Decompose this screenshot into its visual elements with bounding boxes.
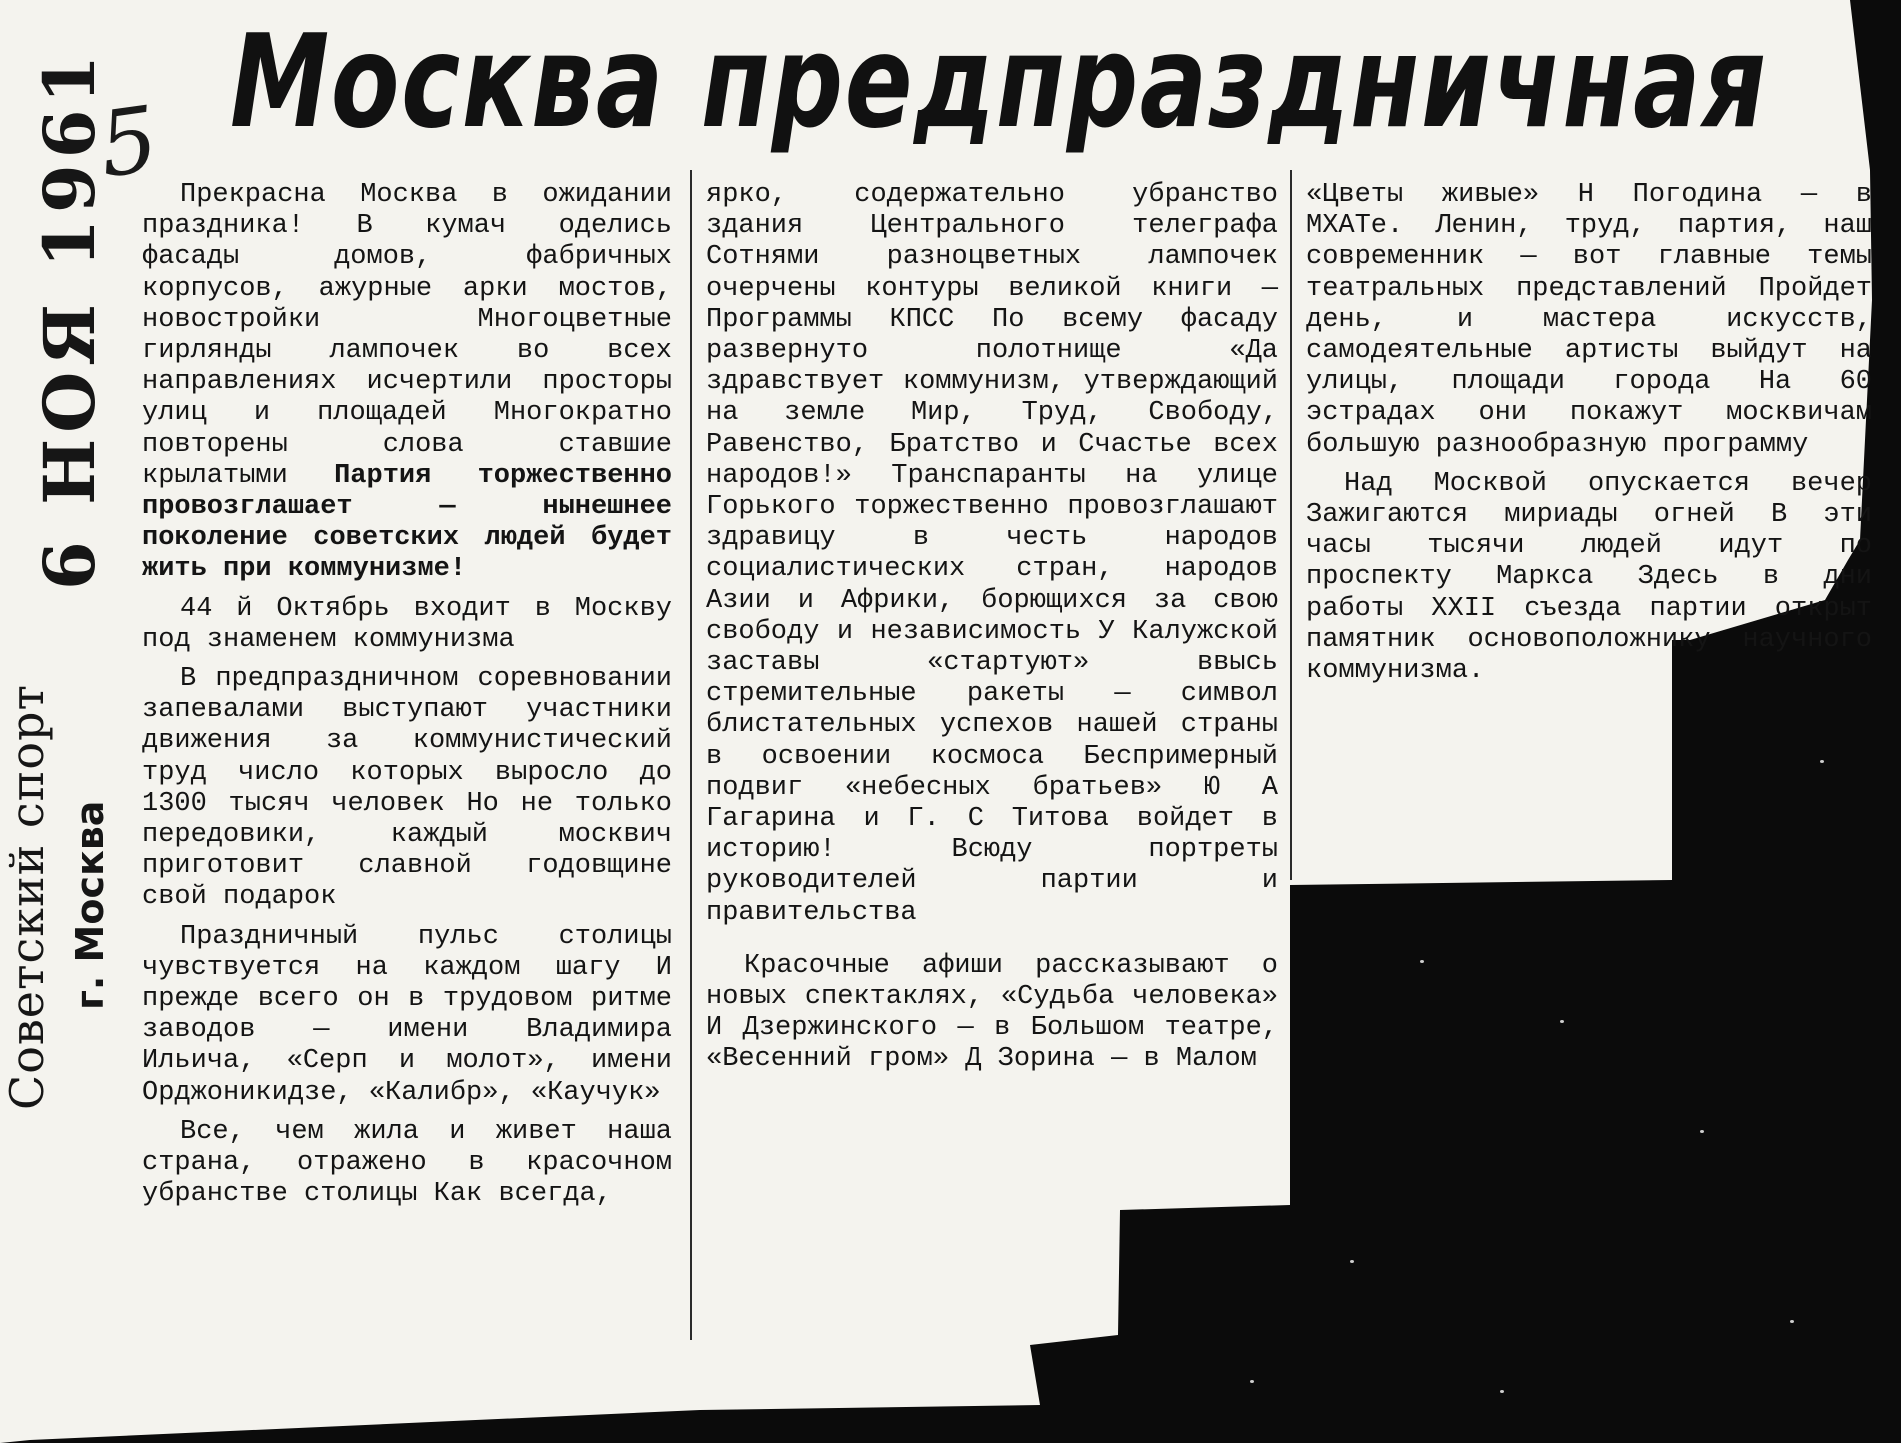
article-column-3 — [1306, 180, 1872, 695]
paragraph: В предпраздничном соревновании запевалами выступают участники движения за коммунистический труд число которых выросло до 1300 тысяч человек Но не только передовики, каждый москвич приготовит славной годовщине свой подарок — [142, 664, 672, 913]
city-stamp: г. Москва — [68, 800, 112, 1010]
speck — [1820, 760, 1824, 763]
handwritten-number: 5 — [92, 86, 165, 199]
date-stamp: 6 НОЯ 1961 — [28, 48, 111, 590]
article-column-1 — [142, 180, 672, 1219]
speck — [1700, 1130, 1704, 1133]
speck — [1420, 960, 1424, 963]
paragraph: «Цветы живые» Н Погодина — в МХАТе. Ленин, труд, партия, наш современник — вот главные темы театральных представлений Пройдет день, и мастера искусств, самодеятельные артисты выйдут на улицы, площади города На 60 эстрадах они покажут москвичам большую разнообразную программу — [1306, 180, 1872, 460]
speck — [1350, 1260, 1354, 1263]
paragraph-text: Прекрасна Москва в ожидании праздника! В кумач оделись фасады домов, фабричных корпусов, ажурные арки мостов, новостройки Многоцветные гирлянды лампочек во всех направлениях исчертили просторы улиц и площадей Многократно повторены слова ставшие крылатыми — [142, 180, 672, 491]
paragraph: ярко, содержательно убранство здания Центрального телеграфа Сотнями разноцветных лампочек очерчены контуры великой книги — Программы КПСС По всему фасаду развернуто полотнище «Да здравствует коммунизм, утверждающий на земле Мир, Труд, Свободу, Равенство, Братство и Счастье всех народов!» Транспаранты на улице Горького торжественно провозглашают здравицу в честь народов социалистических стран, народов Азии и Африки, борющихся за свою свободу и независимость У Калужской заставы «стартуют» ввысь стремительные ракеты — символ блистательных успехов нашей страны в освоении космоса Беспримерный подвиг «небесных братьев» Ю А Гагарина и Г. С Титова войдет в историю! Всюду портреты руководителей партии и правительства — [706, 180, 1278, 928]
paragraph: Праздничный пульс столицы чувствуется на каждом шагу И прежде всего он в трудовом ритме заводов — имени Владимира Ильича, «Серп и молот», имени Орджоникидзе, «Калибр», «Каучук» — [142, 921, 672, 1108]
speck — [1500, 1390, 1504, 1393]
column-divider — [1290, 170, 1292, 880]
article-title: Москва предпраздничная — [230, 8, 1768, 157]
paragraph: Все, чем жила и живет наша страна, отражено в красочном убранстве столицы Как всегда, — [142, 1116, 672, 1210]
source-stamp: Советский спорт — [0, 684, 54, 1110]
article-column-2 — [706, 180, 1278, 1084]
column-divider — [690, 170, 692, 1340]
paragraph: Красочные афиши рассказывают о новых спектаклях, «Судьба человека» И Дзержинского — в Большом театре, «Весенний гром» Д Зорина — в Малом — [706, 950, 1278, 1075]
speck — [1560, 1020, 1564, 1023]
paragraph: Над Москвой опускается вечер Зажигаются мириады огней В эти часы тысячи людей идут по проспекту Маркса Здесь в дни работы XXII съезда партии открыт памятник основоположнику научного коммунизма. — [1306, 468, 1872, 687]
paragraph: 44 й Октябрь входит в Москву под знаменем коммунизма — [142, 593, 672, 655]
paragraph — [142, 180, 672, 586]
speck — [1250, 1380, 1254, 1383]
speck — [1790, 1320, 1794, 1323]
bold-slogan: Партия торжественно провозглашает — нынешнее поколение советских людей будет жить при коммунизме! — [142, 460, 672, 585]
